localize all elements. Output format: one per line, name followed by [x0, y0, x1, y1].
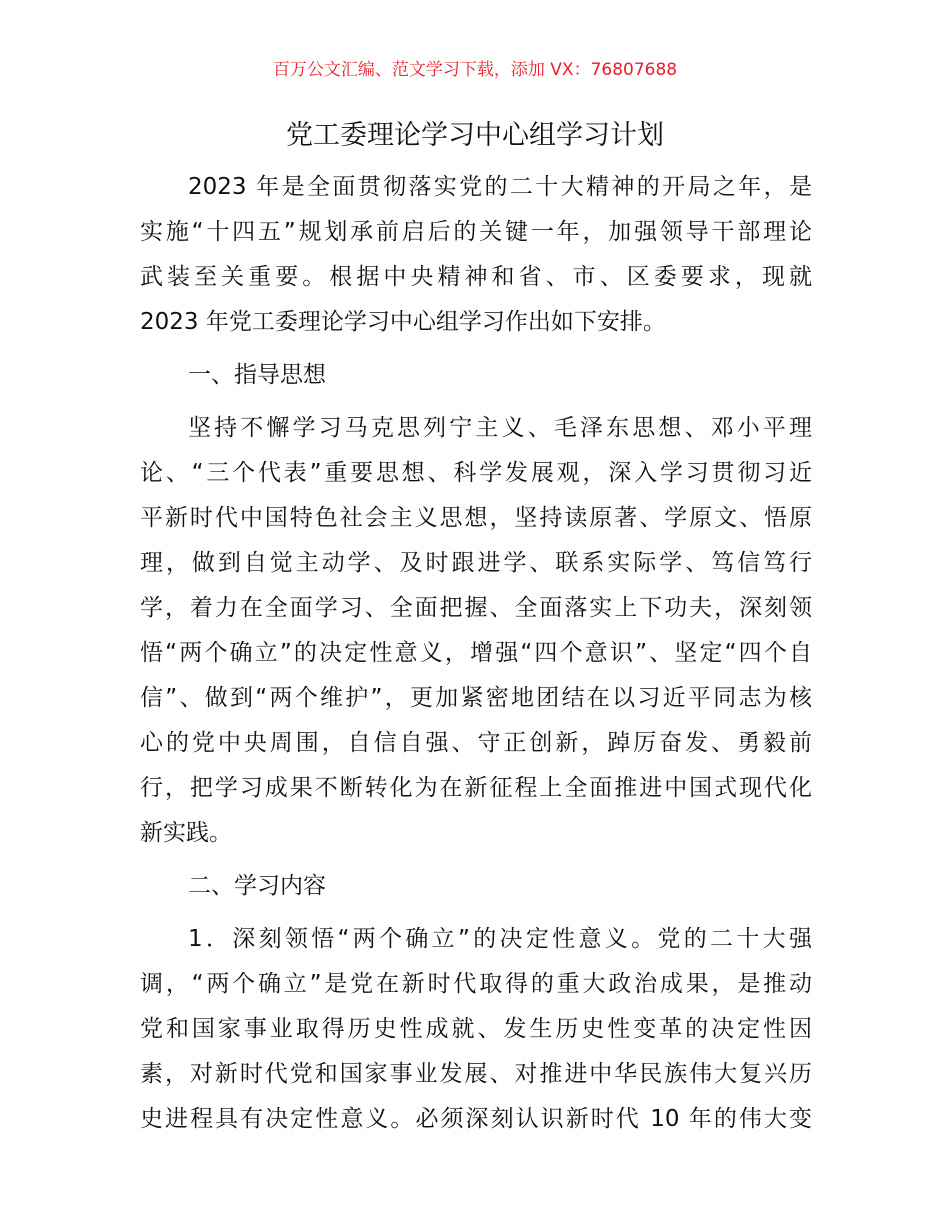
content-paragraph-1: [140, 917, 812, 1142]
content-line: 1．深刻领悟“两个确立”的决定性意义。党的二十大强: [188, 926, 812, 952]
guiding-line: 悟“两个确立”的决定性意义，增强“四个意识”、坚定“四个自: [140, 640, 812, 666]
intro-paragraph: [140, 165, 812, 345]
guiding-line: 信”、做到“两个维护”，更加紧密地团结在以习近平同志为核: [140, 685, 812, 711]
guiding-line: 论、“三个代表”重要思想、科学发展观，深入学习贯彻习近: [140, 460, 812, 486]
content-line: 党和国家事业取得历史性成就、发生历史性变革的决定性因: [140, 1016, 812, 1042]
content-line: 素，对新时代党和国家事业发展、对推进中华民族伟大复兴历: [140, 1061, 812, 1087]
guiding-line: 平新时代中国特色社会主义思想，坚持读原著、学原文、悟原: [140, 505, 812, 531]
guiding-line: 坚持不懈学习马克思列宁主义、毛泽东思想、邓小平理: [188, 415, 812, 441]
watermark-text: 百万公文汇编、范文学习下载，添加 VX：76807688: [272, 60, 678, 80]
intro-line: 2023 年党工委理论学习中心组学习作出如下安排。: [140, 309, 666, 335]
guiding-line: 新实践。: [140, 820, 232, 846]
section-heading-study-content: 二、学习内容: [188, 873, 326, 899]
guiding-paragraph: [140, 406, 812, 856]
intro-line: 2023 年是全面贯彻落实党的二十大精神的开局之年，是: [188, 174, 812, 200]
document-title: 党工委理论学习中心组学习计划: [286, 120, 664, 151]
content-line: 调，“两个确立”是党在新时代取得的重大政治成果，是推动: [140, 971, 812, 997]
guiding-line: 行，把学习成果不断转化为在新征程上全面推进中国式现代化: [140, 775, 812, 801]
guiding-line: 理，做到自觉主动学、及时跟进学、联系实际学、笃信笃行: [140, 550, 812, 576]
intro-line: 武装至关重要。根据中央精神和省、市、区委要求，现就: [140, 264, 812, 290]
guiding-line: 心的党中央周围，自信自强、守正创新，踔厉奋发、勇毅前: [140, 730, 812, 756]
guiding-line: 学，着力在全面学习、全面把握、全面落实上下功夫，深刻领: [140, 595, 812, 621]
document-body: [140, 165, 812, 1142]
section-heading-guiding-thought: 一、指导思想: [188, 362, 326, 388]
content-line: 史进程具有决定性意义。必须深刻认识新时代 10 年的伟大变: [140, 1106, 812, 1132]
intro-line: 实施“十四五”规划承前启后的关键一年，加强领导干部理论: [140, 219, 812, 245]
